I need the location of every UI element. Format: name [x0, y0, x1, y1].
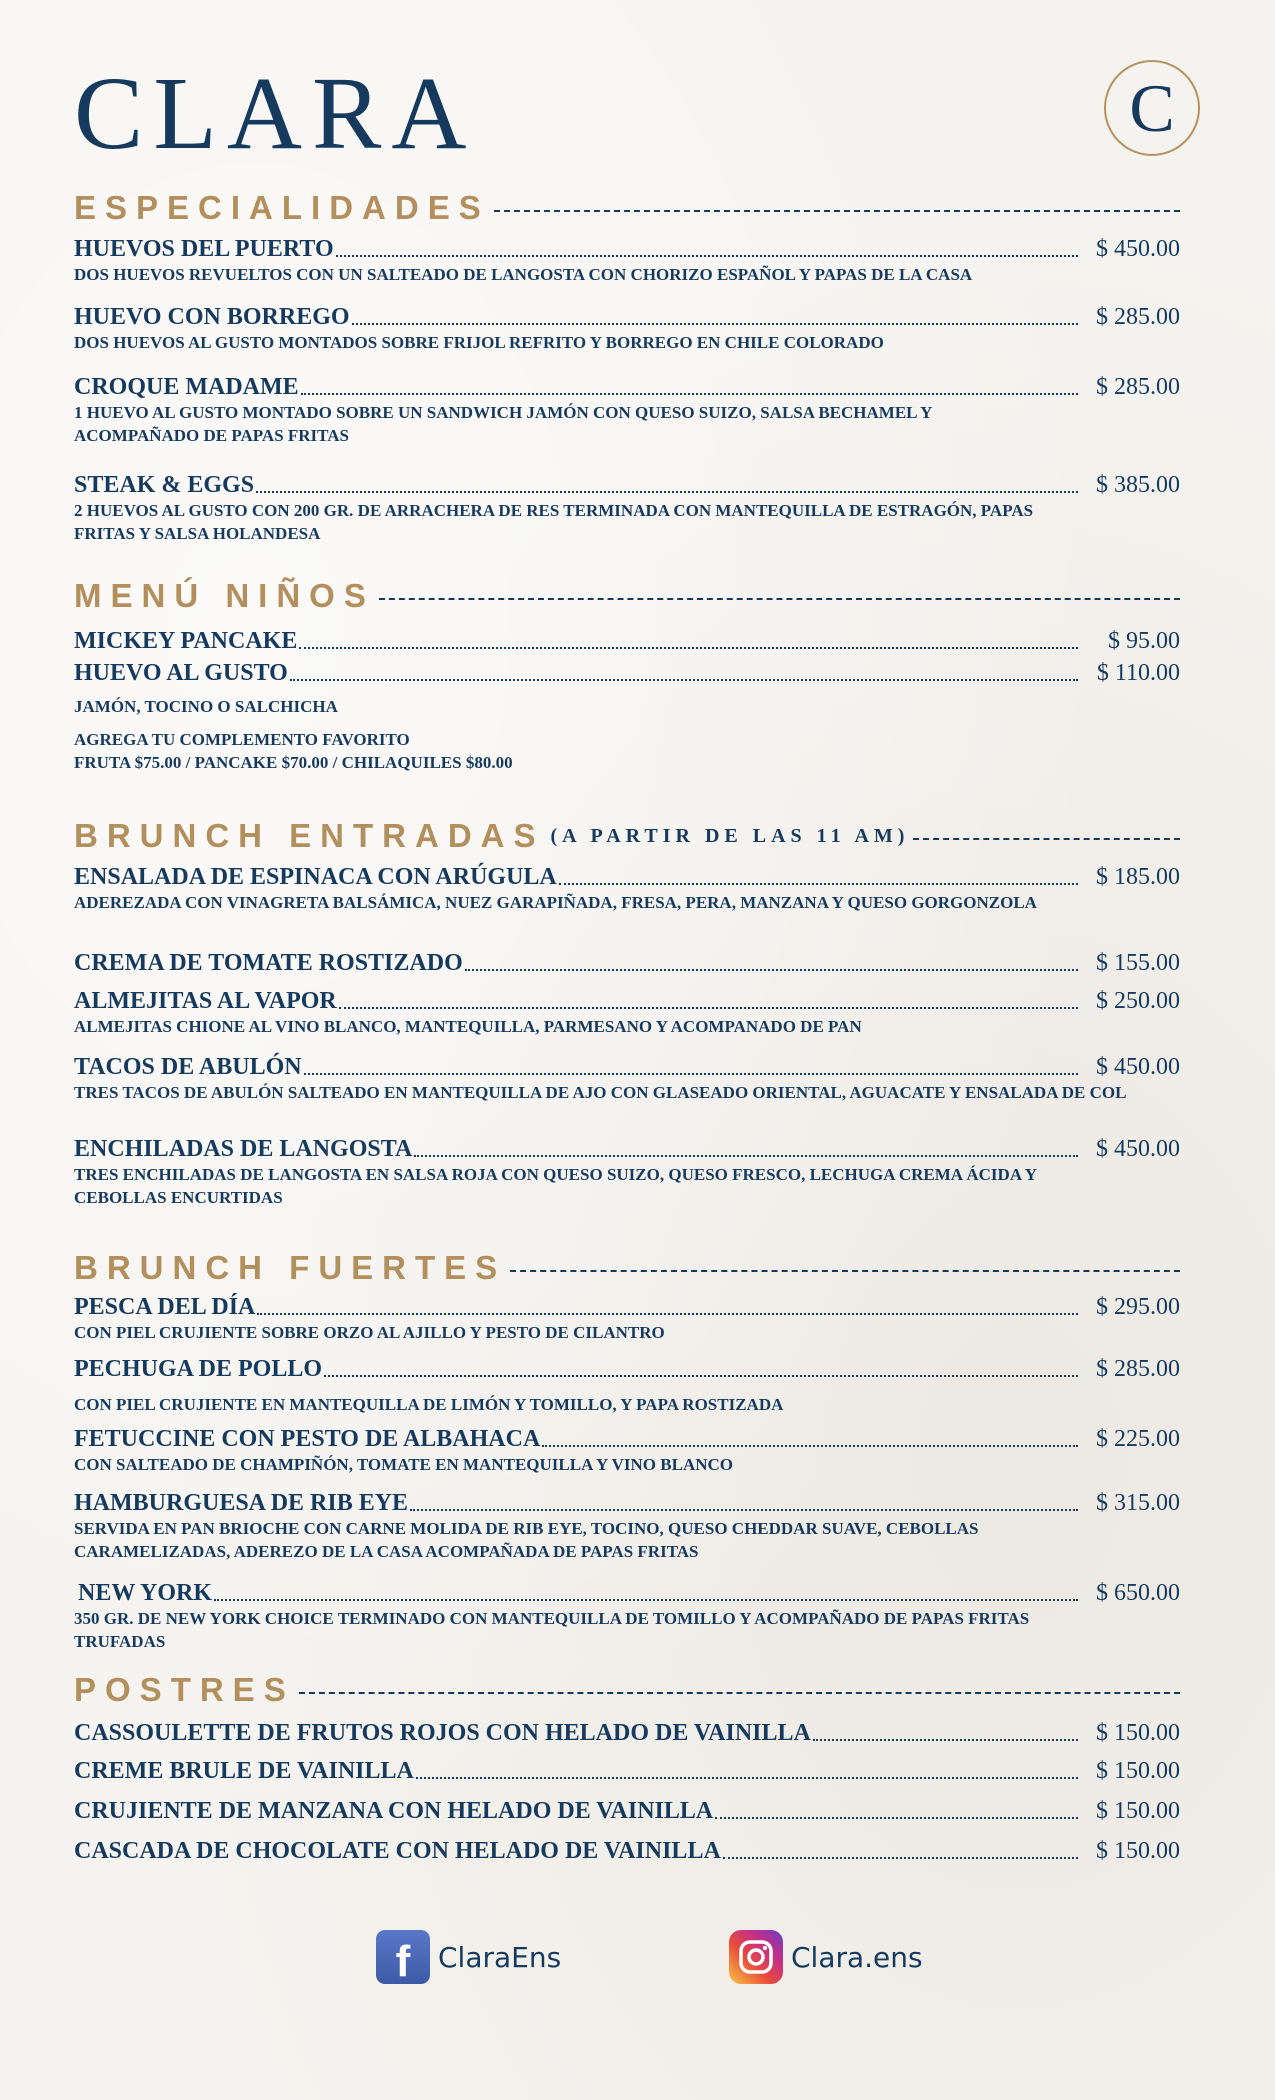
section-especialidades [74, 188, 1180, 228]
item-price: $ 385.00 [1096, 472, 1180, 498]
menu-item [74, 1356, 1180, 1416]
item-price: $ 285.00 [1096, 374, 1180, 400]
item-price: $ 315.00 [1096, 1490, 1180, 1516]
menu-item [74, 374, 1180, 447]
section-ninos [74, 576, 1180, 616]
item-description: 2 HUEVOS AL GUSTO CON 200 GR. DE ARRACHERA DE RES TERMINADA CON MANTEQUILLA DE ESTRAGÓN, PAPAS FRITAS Y SALSA HOLANDESA [74, 501, 1034, 543]
item-description: ADEREZADA CON VINAGRETA BALSÁMICA, NUEZ GARAPIÑADA, FRESA, PERA, MANZANA Y QUESO GORGONZOLA [74, 893, 1037, 912]
instagram-link[interactable] [729, 1930, 923, 1984]
extras-title: AGREGA TU COMPLEMENTO FAVORITO [74, 730, 410, 749]
section-divider [913, 838, 1180, 840]
item-price: $ 155.00 [1096, 950, 1180, 976]
section-divider [494, 210, 1180, 212]
facebook-handle: ClaraEns [438, 1940, 562, 1974]
menu-item [74, 1490, 1180, 1563]
item-name: HUEVO AL GUSTO [74, 660, 288, 686]
item-description: SERVIDA EN PAN BRIOCHE CON CARNE MOLIDA DE RIB EYE, TOCINO, QUESO CHEDDAR SUAVE, CEBOLLAS CARAMELIZADAS, ADEREZO DE LA CASA ACOMPAÑADA DE PAPAS FRITAS [74, 1519, 979, 1561]
menu-item [74, 1758, 1180, 1785]
item-description: 1 HUEVO AL GUSTO MONTADO SOBRE UN SANDWICH JAMÓN CON QUESO SUIZO, SALSA BECHAMEL Y ACOMPAÑADO DE PAPAS FRITAS [74, 403, 932, 445]
item-name: ENSALADA DE ESPINACA CON ARÚGULA [74, 864, 557, 890]
item-name: CASCADA DE CHOCOLATE CON HELADO DE VAINILLA [74, 1838, 721, 1864]
item-price: $ 95.00 [1108, 628, 1180, 654]
facebook-icon: f [376, 1930, 430, 1984]
section-title: MENÚ NIÑOS [74, 577, 375, 614]
item-description: DOS HUEVOS AL GUSTO MONTADOS SOBRE FRIJOL REFRITO Y BORREGO EN CHILE COLORADO [74, 333, 884, 352]
extras-prices: FRUTA $75.00 / PANCAKE $70.00 / CHILAQUILES $80.00 [74, 753, 513, 772]
item-description: CON SALTEADO DE CHAMPIÑÓN, TOMATE EN MANTEQUILLA Y VINO BLANCO [74, 1455, 733, 1474]
section-divider [299, 1692, 1180, 1694]
item-name: HUEVO CON BORREGO [74, 304, 350, 330]
menu-item [74, 628, 1180, 655]
brand-logo: CLARA [74, 56, 477, 171]
item-description: CON PIEL CRUJIENTE SOBRE ORZO AL AJILLO Y PESTO DE CILANTRO [74, 1323, 665, 1342]
item-name: TACOS DE ABULÓN [74, 1054, 302, 1080]
menu-item [74, 950, 1180, 977]
item-price: $ 150.00 [1096, 1798, 1180, 1824]
item-name: CREME BRULE DE VAINILLA [74, 1758, 414, 1784]
item-name: STEAK & EGGS [74, 472, 255, 498]
menu-item [74, 1798, 1180, 1825]
menu-item [74, 1720, 1180, 1747]
menu-item [74, 1838, 1180, 1865]
section-divider [510, 1270, 1180, 1272]
item-price: $ 110.00 [1096, 660, 1180, 686]
item-price: $ 150.00 [1096, 1758, 1180, 1784]
item-name: PECHUGA DE POLLO [74, 1356, 323, 1382]
item-name: PESCA DEL DÍA [74, 1294, 256, 1320]
menu-item [74, 988, 1180, 1038]
menu-item [74, 1426, 1180, 1476]
menu-item [74, 304, 1180, 354]
item-name: MICKEY PANCAKE [74, 628, 298, 654]
item-price: $ 150.00 [1096, 1838, 1180, 1864]
item-description: TRES ENCHILADAS DE LANGOSTA EN SALSA ROJA CON QUESO SUIZO, QUESO FRESCO, LECHUGA CREMA ÁCIDA Y CEBOLLAS ENCURTIDAS [74, 1165, 1037, 1207]
section-note: (A PARTIR DE LAS 11 AM) [550, 824, 910, 847]
item-name: CASSOULETTE DE FRUTOS ROJOS CON HELADO DE VAINILLA [74, 1720, 811, 1746]
menu-item [74, 1580, 1180, 1653]
instagram-icon [729, 1930, 783, 1984]
item-name: FETUCCINE CON PESTO DE ALBAHACA [74, 1426, 541, 1452]
item-description: ALMEJITAS CHIONE AL VINO BLANCO, MANTEQUILLA, PARMESANO Y ACOMPANADO DE PAN [74, 1017, 862, 1036]
menu-item [74, 1054, 1180, 1104]
item-price: $ 450.00 [1096, 1136, 1180, 1162]
menu-item [74, 1294, 1180, 1344]
item-price: $ 450.00 [1096, 1054, 1180, 1080]
item-description: 350 GR. DE NEW YORK CHOICE TERMINADO CON MANTEQUILLA DE TOMILLO Y ACOMPAÑADO DE PAPAS FRITAS TRUFADAS [74, 1609, 1030, 1651]
item-name: CRUJIENTE DE MANZANA CON HELADO DE VAINILLA [74, 1798, 714, 1824]
section-divider [379, 598, 1180, 600]
item-name: NEW YORK [78, 1580, 213, 1606]
item-price: $ 285.00 [1096, 304, 1180, 330]
item-description: JAMÓN, TOCINO O SALCHICHA [74, 697, 338, 716]
item-description: CON PIEL CRUJIENTE EN MANTEQUILLA DE LIMÓN Y TOMILLO, Y PAPA ROSTIZADA [74, 1395, 784, 1414]
section-postres [74, 1670, 1180, 1710]
menu-item [74, 864, 1180, 914]
item-name: ALMEJITAS AL VAPOR [74, 988, 337, 1014]
item-name: CREMA DE TOMATE ROSTIZADO [74, 950, 463, 976]
item-price: $ 225.00 [1096, 1426, 1180, 1452]
section-title: BRUNCH FUERTES [74, 1249, 507, 1286]
menu-item [74, 236, 1180, 286]
menu-item [74, 660, 1180, 718]
item-name: HAMBURGUESA DE RIB EYE [74, 1490, 409, 1516]
item-price: $ 185.00 [1096, 864, 1180, 890]
item-name: HUEVOS DEL PUERTO [74, 236, 334, 262]
section-title: POSTRES [74, 1671, 295, 1708]
item-name: CROQUE MADAME [74, 374, 299, 400]
item-description: TRES TACOS DE ABULÓN SALTEADO EN MANTEQUILLA DE AJO CON GLASEADO ORIENTAL, AGUACATE Y ENSALADA DE COL [74, 1083, 1127, 1102]
section-title: ESPECIALIDADES [74, 189, 490, 226]
item-price: $ 450.00 [1096, 236, 1180, 262]
item-price: $ 285.00 [1096, 1356, 1180, 1382]
item-price: $ 150.00 [1096, 1720, 1180, 1746]
section-title: BRUNCH ENTRADAS [74, 817, 545, 854]
instagram-handle: Clara.ens [791, 1940, 923, 1974]
item-price: $ 250.00 [1096, 988, 1180, 1014]
section-entradas [74, 816, 1180, 856]
facebook-link[interactable] [376, 1930, 561, 1984]
item-price: $ 295.00 [1096, 1294, 1180, 1320]
item-price: $ 650.00 [1096, 1580, 1180, 1606]
menu-item [74, 472, 1180, 545]
brand-monogram: C [1104, 60, 1200, 156]
section-fuertes [74, 1248, 1180, 1288]
item-name: ENCHILADAS DE LANGOSTA [74, 1136, 413, 1162]
item-description: DOS HUEVOS REVUELTOS CON UN SALTEADO DE LANGOSTA CON CHORIZO ESPAÑOL Y PAPAS DE LA CASA [74, 265, 973, 284]
menu-item [74, 1136, 1180, 1209]
